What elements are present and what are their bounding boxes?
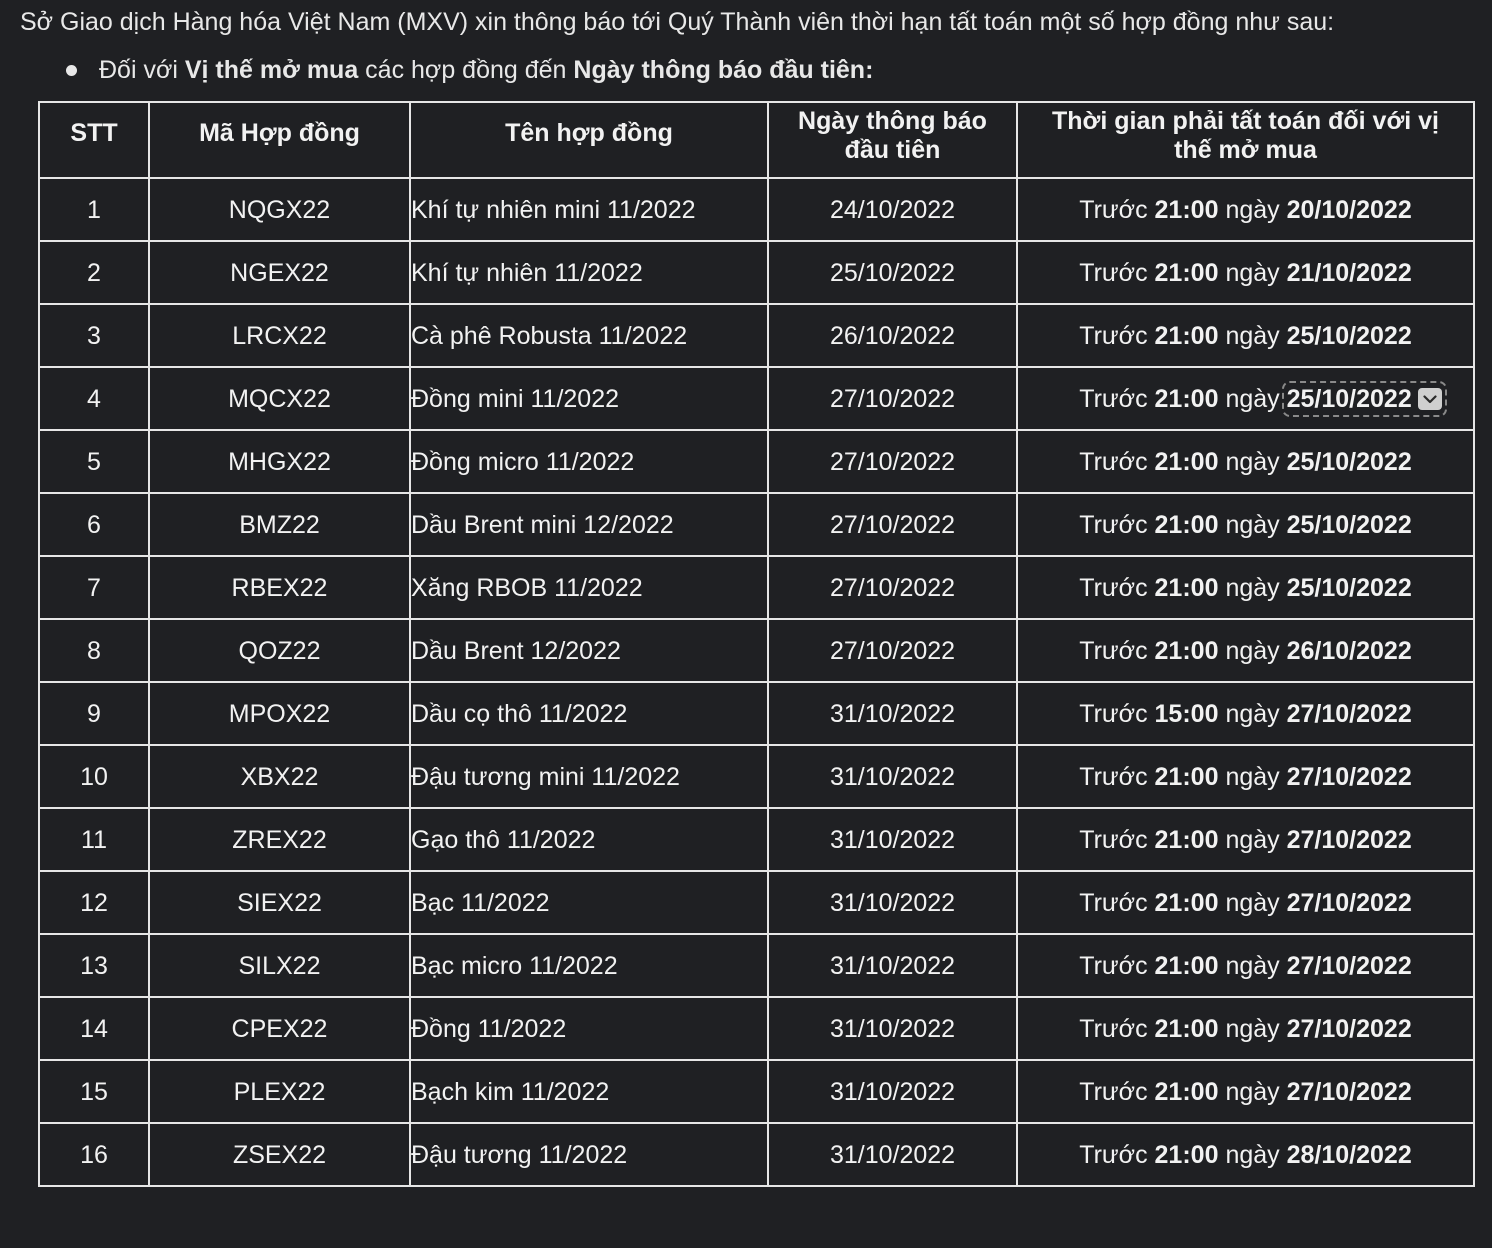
deadline-before-word: Trước (1079, 952, 1148, 980)
cell-contract-code: CPEX22 (149, 997, 410, 1060)
header-contract-name: Tên hợp đồng (410, 102, 768, 178)
table-row (39, 367, 1474, 430)
cell-contract-name: Dầu cọ thô 11/2022 (410, 682, 768, 745)
cell-deadline (1017, 619, 1474, 682)
intro-text: Sở Giao dịch Hàng hóa Việt Nam (MXV) xin thông báo tới Quý Thành viên thời hạn tất toán một số hợp đồng như sau: (20, 8, 1335, 36)
cell-contract-name: Đồng 11/2022 (410, 997, 768, 1060)
bullet-bold-date: Ngày thông báo đầu tiên: (573, 56, 874, 84)
bullet-prefix: Đối với (99, 56, 185, 84)
table-row (39, 178, 1474, 241)
cell-contract-name: Khí tự nhiên mini 11/2022 (410, 178, 768, 241)
deadline-day-word: ngày (1225, 196, 1280, 224)
deadline-day-word: ngày (1225, 1078, 1280, 1106)
cell-stt: 16 (39, 1123, 149, 1186)
cell-contract-name: Khí tự nhiên 11/2022 (410, 241, 768, 304)
cell-first-notice-date: 31/10/2022 (768, 997, 1017, 1060)
deadline-day-word: ngày (1225, 700, 1280, 728)
date-chip[interactable] (1287, 386, 1442, 412)
deadline-day-word: ngày (1225, 826, 1280, 854)
cell-contract-name: Đậu tương mini 11/2022 (410, 745, 768, 808)
cell-deadline (1017, 430, 1474, 493)
cell-stt: 15 (39, 1060, 149, 1123)
deadline-before-word: Trước (1079, 385, 1148, 413)
cell-contract-name: Dầu Brent mini 12/2022 (410, 493, 768, 556)
cell-first-notice-date: 27/10/2022 (768, 367, 1017, 430)
deadline-date: 25/10/2022 (1286, 574, 1412, 602)
cell-deadline (1017, 367, 1474, 430)
cell-contract-code: XBX22 (149, 745, 410, 808)
deadline-date: 20/10/2022 (1286, 196, 1412, 224)
cell-stt: 1 (39, 178, 149, 241)
deadline-day-word: ngày (1225, 574, 1280, 602)
header-deadline-text: Thời gian phải tất toán đối với vị thế mở mua (1052, 107, 1439, 164)
deadline-time: 21:00 (1154, 196, 1219, 224)
cell-contract-code: SIEX22 (149, 871, 410, 934)
deadline-before-word: Trước (1079, 511, 1148, 539)
deadline-date: 27/10/2022 (1286, 1078, 1412, 1106)
table-row (39, 997, 1474, 1060)
deadline-date: 25/10/2022 (1286, 448, 1412, 476)
cell-first-notice-date: 27/10/2022 (768, 619, 1017, 682)
cell-first-notice-date: 24/10/2022 (768, 178, 1017, 241)
cell-contract-code: PLEX22 (149, 1060, 410, 1123)
cell-deadline (1017, 934, 1474, 997)
cell-deadline (1017, 241, 1474, 304)
cell-stt: 2 (39, 241, 149, 304)
cell-contract-name: Cà phê Robusta 11/2022 (410, 304, 768, 367)
cell-stt: 7 (39, 556, 149, 619)
cell-contract-code: ZREX22 (149, 808, 410, 871)
cell-stt: 13 (39, 934, 149, 997)
cell-contract-code: QOZ22 (149, 619, 410, 682)
bullet-item (66, 54, 873, 86)
deadline-time: 21:00 (1154, 952, 1219, 980)
deadline-before-word: Trước (1079, 700, 1148, 728)
table-row (39, 934, 1474, 997)
table-row (39, 745, 1474, 808)
header-contract-code: Mã Hợp đồng (149, 102, 410, 178)
deadline-date: 25/10/2022 (1286, 385, 1412, 413)
cell-contract-code: SILX22 (149, 934, 410, 997)
cell-deadline (1017, 808, 1474, 871)
cell-contract-name: Bạc 11/2022 (410, 871, 768, 934)
table-row (39, 682, 1474, 745)
deadline-time: 21:00 (1154, 763, 1219, 791)
deadline-day-word: ngày (1225, 511, 1280, 539)
cell-stt: 14 (39, 997, 149, 1060)
cell-contract-name: Dầu Brent 12/2022 (410, 619, 768, 682)
deadline-day-word: ngày (1225, 889, 1280, 917)
cell-stt: 3 (39, 304, 149, 367)
cell-deadline (1017, 745, 1474, 808)
deadline-time: 21:00 (1154, 385, 1219, 413)
deadline-time: 21:00 (1154, 1141, 1219, 1169)
table-row (39, 241, 1474, 304)
cell-contract-name: Đậu tương 11/2022 (410, 1123, 768, 1186)
deadline-time: 21:00 (1154, 889, 1219, 917)
deadline-date: 25/10/2022 (1286, 322, 1412, 350)
cell-first-notice-date: 31/10/2022 (768, 808, 1017, 871)
table-row (39, 304, 1474, 367)
cell-deadline (1017, 304, 1474, 367)
cell-first-notice-date: 25/10/2022 (768, 241, 1017, 304)
deadline-date: 21/10/2022 (1286, 259, 1412, 287)
deadline-date: 27/10/2022 (1286, 1015, 1412, 1043)
table-header-row (39, 102, 1474, 178)
cell-contract-code: MQCX22 (149, 367, 410, 430)
cell-stt: 12 (39, 871, 149, 934)
cell-contract-name: Đồng mini 11/2022 (410, 367, 768, 430)
bullet-middle: các hợp đồng đến (358, 56, 574, 84)
deadline-date: 26/10/2022 (1286, 637, 1412, 665)
deadline-time: 21:00 (1154, 322, 1219, 350)
table-row (39, 556, 1474, 619)
deadline-day-word: ngày (1225, 952, 1280, 980)
table-row (39, 871, 1474, 934)
cell-contract-code: MHGX22 (149, 430, 410, 493)
deadline-day-word: ngày (1225, 763, 1280, 791)
deadline-date: 27/10/2022 (1286, 763, 1412, 791)
cell-stt: 8 (39, 619, 149, 682)
cell-first-notice-date: 31/10/2022 (768, 745, 1017, 808)
deadline-day-word: ngày (1225, 1015, 1280, 1043)
deadline-date: 27/10/2022 (1286, 826, 1412, 854)
header-deadline (1017, 102, 1474, 178)
deadline-time: 21:00 (1154, 259, 1219, 287)
deadline-before-word: Trước (1079, 1141, 1148, 1169)
cell-stt: 4 (39, 367, 149, 430)
cell-contract-code: NQGX22 (149, 178, 410, 241)
cell-first-notice-date: 31/10/2022 (768, 1060, 1017, 1123)
table-row (39, 619, 1474, 682)
cell-first-notice-date: 31/10/2022 (768, 682, 1017, 745)
deadline-time: 21:00 (1154, 1015, 1219, 1043)
cell-first-notice-date: 31/10/2022 (768, 934, 1017, 997)
deadline-time: 15:00 (1154, 700, 1219, 728)
cell-contract-name: Gạo thô 11/2022 (410, 808, 768, 871)
deadline-day-word: ngày (1225, 385, 1280, 413)
deadline-before-word: Trước (1079, 637, 1148, 665)
table-row (39, 493, 1474, 556)
cell-deadline (1017, 1123, 1474, 1186)
deadline-day-word: ngày (1225, 322, 1280, 350)
deadline-day-word: ngày (1225, 637, 1280, 665)
header-first-notice-date (768, 102, 1017, 178)
cell-stt: 9 (39, 682, 149, 745)
cell-contract-code: RBEX22 (149, 556, 410, 619)
cell-deadline (1017, 871, 1474, 934)
deadline-time: 21:00 (1154, 1078, 1219, 1106)
table-row (39, 808, 1474, 871)
cell-contract-name: Bạch kim 11/2022 (410, 1060, 768, 1123)
table-row (39, 1060, 1474, 1123)
cell-deadline (1017, 493, 1474, 556)
bullet-bold-position: Vị thế mở mua (184, 56, 359, 84)
table-row (39, 1123, 1474, 1186)
contracts-table (38, 101, 1475, 1187)
cell-stt: 10 (39, 745, 149, 808)
cell-deadline (1017, 178, 1474, 241)
deadline-before-word: Trước (1079, 448, 1148, 476)
deadline-before-word: Trước (1079, 1078, 1148, 1106)
cell-contract-name: Bạc micro 11/2022 (410, 934, 768, 997)
deadline-before-word: Trước (1079, 763, 1148, 791)
cell-stt: 11 (39, 808, 149, 871)
cell-contract-code: ZSEX22 (149, 1123, 410, 1186)
deadline-before-word: Trước (1079, 889, 1148, 917)
cell-first-notice-date: 26/10/2022 (768, 304, 1017, 367)
cell-contract-code: MPOX22 (149, 682, 410, 745)
cell-contract-code: BMZ22 (149, 493, 410, 556)
deadline-date: 25/10/2022 (1286, 511, 1412, 539)
deadline-time: 21:00 (1154, 448, 1219, 476)
cell-contract-code: NGEX22 (149, 241, 410, 304)
header-stt: STT (39, 102, 149, 178)
cell-first-notice-date: 31/10/2022 (768, 1123, 1017, 1186)
deadline-before-word: Trước (1079, 574, 1148, 602)
cell-deadline (1017, 997, 1474, 1060)
deadline-time: 21:00 (1154, 574, 1219, 602)
deadline-day-word: ngày (1225, 448, 1280, 476)
cell-contract-name: Đồng micro 11/2022 (410, 430, 768, 493)
cell-deadline (1017, 682, 1474, 745)
deadline-date: 27/10/2022 (1286, 700, 1412, 728)
table-body (39, 178, 1474, 1186)
bullet-dot (66, 65, 77, 76)
chevron-down-icon[interactable] (1418, 388, 1442, 410)
header-first-notice-text: Ngày thông báo đầu tiên (798, 107, 987, 164)
cell-stt: 6 (39, 493, 149, 556)
cell-contract-name: Xăng RBOB 11/2022 (410, 556, 768, 619)
cell-stt: 5 (39, 430, 149, 493)
deadline-before-word: Trước (1079, 826, 1148, 854)
deadline-date: 28/10/2022 (1286, 1141, 1412, 1169)
cell-deadline (1017, 1060, 1474, 1123)
cell-first-notice-date: 27/10/2022 (768, 493, 1017, 556)
cell-first-notice-date: 31/10/2022 (768, 871, 1017, 934)
deadline-date: 27/10/2022 (1286, 952, 1412, 980)
deadline-before-word: Trước (1079, 196, 1148, 224)
deadline-before-word: Trước (1079, 322, 1148, 350)
table-row (39, 430, 1474, 493)
deadline-before-word: Trước (1079, 259, 1148, 287)
deadline-day-word: ngày (1225, 259, 1280, 287)
deadline-before-word: Trước (1079, 1015, 1148, 1043)
deadline-time: 21:00 (1154, 511, 1219, 539)
cell-first-notice-date: 27/10/2022 (768, 556, 1017, 619)
deadline-time: 21:00 (1154, 637, 1219, 665)
cell-first-notice-date: 27/10/2022 (768, 430, 1017, 493)
cell-contract-code: LRCX22 (149, 304, 410, 367)
deadline-date: 27/10/2022 (1286, 889, 1412, 917)
deadline-time: 21:00 (1154, 826, 1219, 854)
cell-deadline (1017, 556, 1474, 619)
deadline-day-word: ngày (1225, 1141, 1280, 1169)
